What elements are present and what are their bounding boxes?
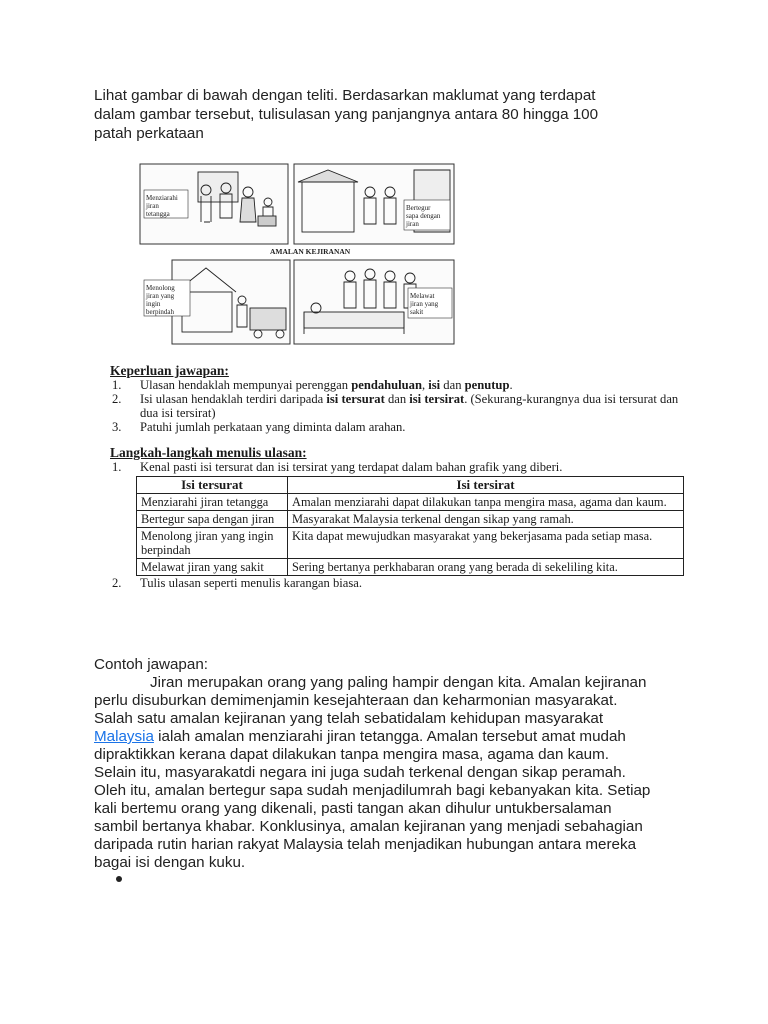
table-header-row xyxy=(137,477,684,494)
item-bold: isi xyxy=(428,378,441,392)
table-row xyxy=(137,511,684,528)
caption-line: jiran xyxy=(146,202,159,210)
isi-table xyxy=(136,476,684,576)
item-text: . xyxy=(509,378,513,392)
contoh-paragraph xyxy=(94,674,654,872)
table-row xyxy=(137,559,684,576)
table-cell: Amalan menziarahi dapat dilakukan tanpa mengira masa, agama dan kaum. xyxy=(288,494,684,511)
paragraph-text: Jiran merupakan orang yang paling hampir dengan kita. Amalan kejiranan perlu disuburkan demimenjamin kesejahteraan dan keharmonian masyarakat. Salah satu amalan kejiranan yang telah sebatidalam kehidupan masyarakat xyxy=(94,674,647,727)
item-text: . (Sekurang-kurangnya dua isi tersurat dan dua isi tersirat) xyxy=(140,392,679,420)
table-cell: Melawat jiran yang sakit xyxy=(137,559,288,576)
caption-line: Menziarahi xyxy=(146,194,178,202)
column-header: Isi tersirat xyxy=(288,477,684,494)
caption-line: berpindah xyxy=(146,308,174,316)
keperluan-heading: Keperluan jawapan: xyxy=(110,363,229,378)
bullet-point xyxy=(116,876,122,882)
langkah-list-cont xyxy=(110,576,688,590)
item-text: dan xyxy=(440,378,465,392)
instruction-line: Lihat gambar di bawah dengan teliti. Berdasarkan maklumat yang terdapat xyxy=(94,87,596,104)
contoh-label: Contoh jawapan: xyxy=(94,656,208,673)
table-row xyxy=(137,494,684,511)
keperluan-list xyxy=(110,378,688,434)
item-number: 3. xyxy=(112,420,122,434)
list-item xyxy=(110,378,688,392)
item-bold: isi tersirat xyxy=(409,392,465,406)
item-text: Tulis ulasan seperti menulis karangan biasa. xyxy=(140,576,362,590)
illustration-title: AMALAN KEJIRANAN xyxy=(270,247,351,256)
caption-line: sakit xyxy=(410,308,424,316)
caption-line: Melawat xyxy=(410,292,435,300)
caption-line: tetangga xyxy=(146,210,170,218)
paragraph-text: ialah amalan menziarahi jiran tetangga. Amalan tersebut amat mudah dipraktikkan kerana dapat dilakukan tanpa mengira masa, agama dan kaum. Selain itu, masyarakatdi negara ini juga sudah terkenal dengan sikap peramah. Oleh itu, amalan bertegur sapa sudah menjadilumrah bagi kebanyakan kita. Setiap kali bertemu orang yang dikenali, pasti tangan akan dihulur untukbersalaman sambil bertanya khabar. Konklusinya, amalan kejiranan yang menjadi sebahagian daripada rutin harian rakyat Malaysia telah menjadikan hubungan antara mereka bagai isi dengan kuku. xyxy=(94,728,651,871)
caption-line: ingin xyxy=(146,300,161,308)
item-text: Kenal pasti isi tersurat dan isi tersirat yang terdapat dalam bahan grafik yang diberi. xyxy=(140,460,563,474)
item-text: dan xyxy=(384,392,410,406)
item-bold: pendahuluan xyxy=(351,378,422,392)
item-text: Ulasan hendaklah mempunyai perenggan xyxy=(140,378,352,392)
item-number: 2. xyxy=(112,392,122,406)
item-bold: isi tersurat xyxy=(326,392,385,406)
column-header: Isi tersurat xyxy=(137,477,288,494)
list-item xyxy=(110,392,688,420)
malaysia-link[interactable]: Malaysia xyxy=(94,728,154,745)
instruction-line: dalam gambar tersebut, tulisulasan yang panjangnya antara 80 hingga 100 xyxy=(94,106,599,123)
instruction-line: patah perkataan xyxy=(94,125,204,142)
contoh-jawapan xyxy=(94,656,654,872)
list-item xyxy=(110,460,688,474)
table-row xyxy=(137,528,684,559)
table-cell: Sering bertanya perkhabaran orang yang berada di sekeliling kita. xyxy=(288,559,684,576)
table-cell: Bertegur sapa dengan jiran xyxy=(137,511,288,528)
instruction-text xyxy=(94,86,664,143)
caption-line: jiran yang xyxy=(146,292,175,300)
item-number: 1. xyxy=(112,378,122,392)
table-cell: Masyarakat Malaysia terkenal dengan sikap yang ramah. xyxy=(288,511,684,528)
langkah-list xyxy=(110,460,688,474)
list-item xyxy=(110,420,688,434)
table-cell: Kita dapat mewujudkan masyarakat yang bekerjasama pada setiap masa. xyxy=(288,528,684,559)
answer-guide xyxy=(110,364,688,590)
caption-line: jiran yang xyxy=(410,300,439,308)
table-cell: Menziarahi jiran tetangga xyxy=(137,494,288,511)
caption-line: Bertegur xyxy=(406,204,431,212)
item-text: Patuhi jumlah perkataan yang diminta dalam arahan. xyxy=(140,420,406,434)
amalan-kejiranan-illustration xyxy=(138,162,456,348)
list-item xyxy=(110,576,688,590)
caption-line: jiran xyxy=(406,220,419,228)
item-number: 2. xyxy=(112,576,122,590)
item-bold: penutup xyxy=(464,378,510,392)
item-text: Isi ulasan hendaklah terdiri daripada xyxy=(140,392,327,406)
langkah-heading: Langkah-langkah menulis ulasan: xyxy=(110,445,307,460)
item-text: , xyxy=(421,378,429,392)
caption-line: Menolong xyxy=(146,284,175,292)
table-cell: Menolong jiran yang ingin berpindah xyxy=(137,528,288,559)
item-number: 1. xyxy=(112,460,122,474)
caption-line: sapa dengan xyxy=(406,212,441,220)
